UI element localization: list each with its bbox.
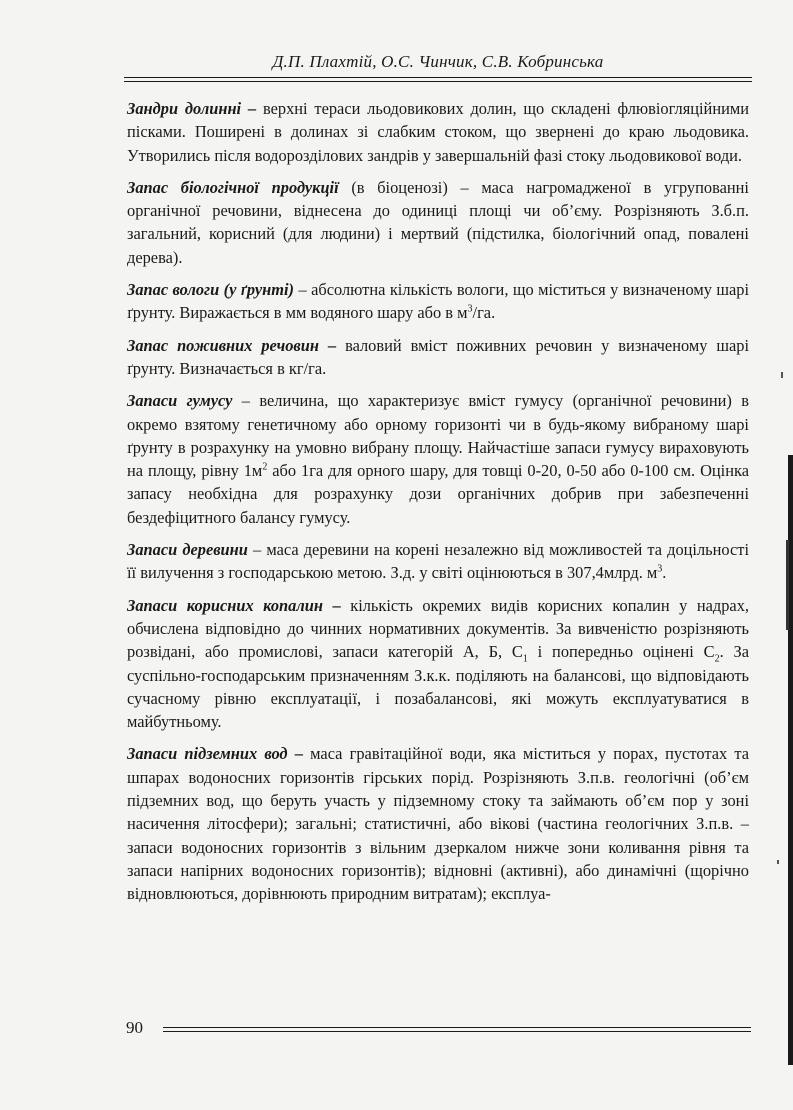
entry-groundwater-reserves: Запаси підземних вод – маса гравітаційної води, яка міститься у порах, пустотах та шпарах водоносних горизонтів гірських порід. Розрізняють З.п.в. геологічні (об’єм підземних вод, що беруть участь у підземному стоку та займають об’єм пор у зоні насичення літосфери); загальні; статистичні, або вікові (частина геологічних З.п.в. – запаси водоносних горизонтів з вільним дзеркалом нижче зони коливання рівня та запаси напірних водоносних горизонтів); відновні (активні), або динамічні (щорічно відновлюються, дорівнюють природним витратам); експлуа- [127,744,749,904]
entry-definition: маса гравітаційної води, яка міститься у порах, пустотах та шпарах водоносних горизонтів гірських порід. Розрізняють З.п.в. геологічні (об’єм підземних вод, що беруть участь у підземному стоку та займають об’єм пор у зоні насичення літосфери); загальні; статистичні, або вікові (частина геологічних З.п.в. – запаси водоносних горизонтів з вільним дзеркалом нижче зони коливання рівня та запаси напірних водоносних горизонтів); відновні (активні), або динамічні (щорічно відновлюються, дорівнюють природним витратам); експлуа- [127,744,749,904]
entry-nutrient-reserve: Запас поживних речовин – валовий вміст поживних речовин у визначеному шарі ґрунту. Визначається в кг/га. [127,335,750,378]
entry-zandry: Зандри долинні – верхні тераси льодовикових долин, що складені флювіогляційними пісками. Поширені в долинах зі слабким стоком, що звернені до краю льодовика. Утворились після водорозділових зандрів у завершальній фазі стоку льодовикової води. [127,99,750,165]
entry-definition: валовий вміст поживних речовин у визначеному шарі ґрунту. Визначається в кг/га. [127,335,750,378]
running-header: Д.П. Плахтій, О.С. Чинчик, С.В. Кобринська [272,52,604,71]
scan-speck [777,860,779,864]
entry-term: Запас біологічної продукції [127,177,339,197]
entry-term: Запаси деревини [127,540,248,560]
entry-definition: кількість окремих видів корисних копалин у надрах, обчислена відповідно до чинних нормативних документів. За вивченістю розрізняють розвідані, або промислові, запаси категорій А, Б, С [127,595,749,662]
entry-term: Запаси підземних вод [127,744,288,764]
entry-definition: верхні тераси льодовикових долин, що складені флювіогляційними пісками. Поширені в долинах зі слабким стоком, що звернені до краю льодовика. Утворились після водорозділових зандрів у завершальній фазі стоку льодовикової води. [127,99,750,165]
header-rule-bottom [124,81,752,82]
entry-definition: – величина, що характеризує вміст гумусу (органічної речовини) в окремо взятому генетичному або орному горизонті чи в будь-якому вибраному шарі ґрунту в розрахунку на умовно вибрану площу. Найчастіше запаси гумусу вираховують на площу, рівну 1м [127,391,749,481]
entry-term: Запас поживних речовин [127,335,319,355]
entry-moisture-reserve: Запас вологи (у ґрунті) – абсолютна кількість вологи, що міститься у визначеному шарі ґрунту. Виражається в мм водяного шару або в $м^3/га$. [127,280,749,323]
entry-definition: (в біоценозі) – маса нагромадженої в угрупованні органічної речовини, віднесена до одиниці площі чи об’єму. Розрізняють З.б.п. загальний, корисний (для людини) і мертвий (підстилка, біологічний опад, повалені дерева). [127,177,749,267]
footer-rule-bottom [163,1031,751,1032]
scan-edge-shadow-inner [786,540,789,630]
glossary-body [127,97,749,915]
entry-term: Запаси гумусу [127,391,233,411]
entry-biological-production [127,176,749,269]
entry-term: Зандри долинні [127,99,242,118]
header-rule-top [124,77,752,78]
entry-humus-reserve: Запаси гумусу – величина, що характеризує вміст гумусу (органічної речовини) в окремо взятому генетичному або орному горизонті чи в будь-якому вибраному шарі ґрунту в розрахунку на умовно вибрану площу. Найчастіше запаси гумусу вираховують на площу, рівну $1м^2$ або 1га для орного шару, для товщі 0-20, 0-50 або 0-100 см. Оцінка запасу необхідна для розрахунку дози органічних добрив при забезпеченні бездефіцитного балансу гумусу. [127,391,749,527]
page-number: 90 [126,1018,143,1037]
entry-term: Запас вологи (у ґрунті) [127,280,295,300]
scan-speck [781,372,783,378]
footer-rule-top [163,1027,751,1028]
entry-definition: – абсолютна кількість вологи, що міститься у визначеному шарі ґрунту. Виражається в мм водяного шару або в м [127,280,749,323]
entry-timber-reserve: Запаси деревини – маса деревини на корені незалежно від можливостей та доцільності її вилучення з господарською метою. З.д. у світі оцінюються в 307,4млрд. $м^3$. [127,540,749,583]
entry-term: Запаси корисних копалин [127,595,323,615]
entry-mineral-reserves: Запаси корисних копалин – кількість окремих видів корисних копалин у надрах, обчислена відповідно до чинних нормативних документів. За вивченістю розрізняють розвідані, або промислові, запаси категорій А, Б, $С_1$ і попередньо оцінені $С_2$. За суспільно-господарським призначенням З.к.к. поділяють на балансові, що відповідають сучасному рівню експлуатації, і позабалансові, які можуть експлуатуватися в майбутньому. [127,595,750,732]
entry-definition: – маса деревини на корені незалежно від можливостей та доцільності її вилучення з господарською метою. З.д. у світі оцінюються в 307,4млрд. м [127,540,749,583]
